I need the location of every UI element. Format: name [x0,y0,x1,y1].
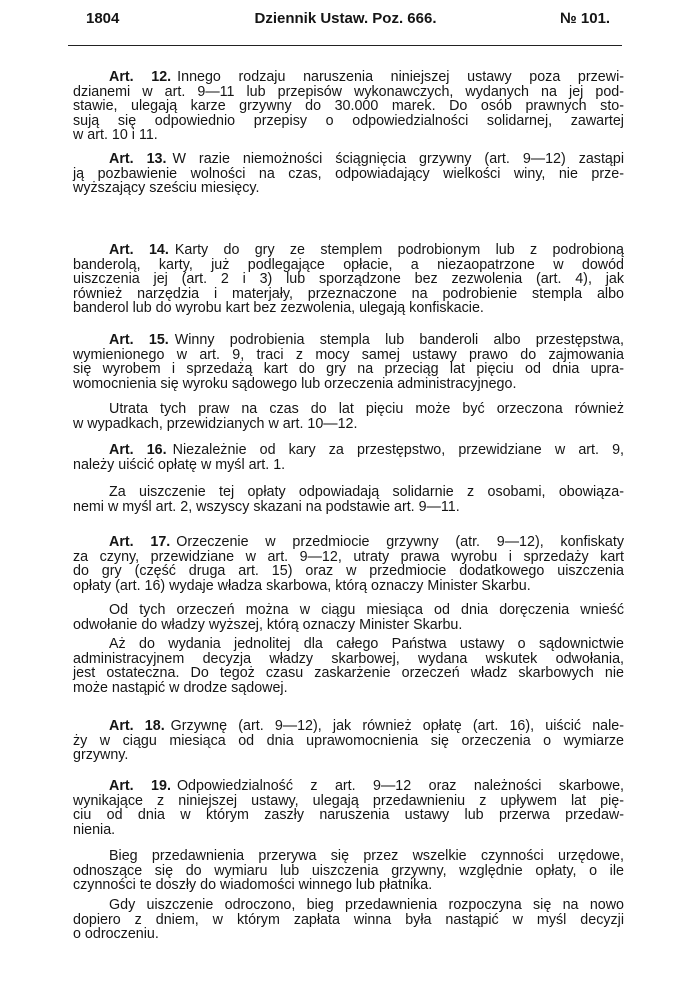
text-line [73,849,624,864]
line-text: Odpowiedzialność z art. 9—12 oraz należności skarbowe, [176,778,625,794]
text-line [73,666,624,681]
text-line [73,779,624,794]
text-line [73,564,624,579]
page-number: 1804 [86,10,120,27]
article-18 [73,719,624,763]
article-label: Art. 19. [109,778,171,794]
article-16 [73,443,624,472]
text-line [73,898,624,913]
article-14 [73,243,624,316]
line-text: Od tych orzeczeń można w ciągu miesiąca od dnia doręczenia wnieść [109,602,624,618]
text-line [73,652,624,667]
paragraph [73,485,624,514]
line-text: może nastąpić w drodze sądowej. [73,679,288,696]
article-13 [73,152,624,196]
line-text: nemi w myśl art. 2, wszyscy skazani na podstawie art. 9—11. [73,498,460,515]
text-line [73,258,624,273]
text-line [73,550,624,565]
article-15 [73,333,624,391]
paragraph [73,402,624,431]
issue-number: № 101. [560,10,611,27]
line-text: Utrata tych praw na czas do lat pięciu może być orzeczona również [109,401,624,417]
line-text: wyższający sześciu miesięcy. [73,180,260,197]
text-line [73,681,624,696]
text-line [73,485,624,500]
line-text: stawie, ulegają karze grzywny do 30.000 marek. Do osób prawnych sto- [73,98,624,115]
text-line [73,864,624,879]
text-line [73,637,624,652]
text-line [73,748,624,763]
text-line [73,402,624,417]
line-text: womocnienia się wyroku sądowego lub orzeczenia administracyjnego. [73,375,517,392]
line-text: dzianemi w art. 9—11 lub przepisów wykonawczych, wydanych na jej pod- [73,83,624,100]
line-text: administracyjnem decyzja władzy skarbowej, wydana wskutek odwołania, [73,650,624,667]
text-line [73,99,624,114]
article-label: Art. 15. [109,332,169,348]
text-line [73,500,624,515]
line-text: wynikające z niniejszej ustawy, ulegają przedawnieniu z upływem lat pię- [73,792,624,809]
line-text: dopiero z dniem, w którym zapłata winna była nastąpić w myśl decyzji [73,911,624,928]
line-text: w wypadkach, przewidzianych w art. 10—12. [73,415,358,432]
line-text: Bieg przedawnienia przerywa się przez wszelkie czynności urzędowe, [109,848,624,864]
line-text: banderol lub do wyrobu kart bez zezwolenia, ulegają konfiskacie. [73,300,484,317]
line-text: ją pozbawienie wolności na czas, odpowiadający wielkości winy, nie prze- [73,165,624,182]
line-text: za czyny, przewidziane w art. 9—12, utraty prawa wyrobu i sprzedaży kart [73,548,624,565]
line-text: grzywny. [73,747,129,764]
line-text: należy uiścić opłatę w myśl art. 1. [73,456,286,473]
line-text: w art. 10 i 11. [73,127,158,144]
article-label: Art. 18. [109,718,165,734]
line-text: banderolą, karty, już podlegające opłacie, a niezaopatrzone w dowód [73,256,624,273]
text-line [73,362,624,377]
line-text: czynności te doszły do wiadomości winnego lub płatnika. [73,877,433,894]
line-text: odnoszące się do wymiaru lub uiszczenia grzywny, względnie opłaty, o ile [73,862,624,879]
line-text: odwołanie do władzy wyższej, którą oznaczy Minister Skarbu. [73,616,463,633]
line-text: się wyrobem i sprzedażą kart do gry na przeciąg lat pięciu od dnia upra- [73,361,624,378]
line-text: Niezależnie od kary za przestępstwo, przewidziane w art. 9, [172,442,625,458]
paragraph [73,849,624,893]
text-line [73,85,624,100]
text-line [73,417,624,432]
line-text: ciu od dnia w którym zaszły naruszenia ustawy lub przerwa przedaw- [73,807,624,824]
line-text: o odroczeniu. [73,926,159,943]
line-text: Innego rodzaju naruszenia niniejszej ustawy poza przewi- [177,69,625,85]
article-12 [73,70,624,143]
text-line [73,458,624,473]
text-line [73,243,624,258]
article-label: Art. 12. [109,69,172,85]
line-text: Aż do wydania jednolitej dla całego Państwa ustawy o sądownictwie [109,636,624,652]
journal-title: Dziennik Ustaw. Poz. 666. [254,10,437,27]
text-line [73,927,624,942]
line-text: W razie niemożności ściągnięcia grzywny (art. 9—12) zastąpi [172,151,624,167]
text-line [73,719,624,734]
line-text: nienia. [73,821,116,838]
text-line [73,348,624,363]
text-line [73,333,624,348]
text-line [73,167,624,182]
line-text: jest ostateczna. Do tegoż czasu zaskarżenie orzeczeń władz skarbowych nie [73,665,624,682]
text-line [73,301,624,316]
article-label: Art. 16. [109,442,167,458]
line-text: wymienionego w art. 9, traci z mocy samej ustawy prawo do zajmowania [73,346,624,363]
text-line [73,535,624,550]
text-line [73,181,624,196]
text-line [73,603,624,618]
line-text: Karty do gry ze stemplem podrobionym lub z podrobioną [174,242,624,258]
text-line [73,913,624,928]
text-line [73,808,624,823]
line-text: sują się odpowiednio przepisy o odpowiedzialności solidarnej, zawartej [73,112,624,129]
line-text: opłaty (art. 16) wydaje władza skarbowa, którą oznaczy Minister Skarbu. [73,577,531,594]
text-line [73,152,624,167]
line-text: również narzędzia i materjały, przeznaczone na podrobienie stempla albo [73,285,624,302]
text-line [73,443,624,458]
article-17 [73,535,624,593]
text-line [73,794,624,809]
line-text: Za uiszczenie tej opłaty odpowiadają solidarnie z osobami, obowiąza- [109,484,624,500]
article-19 [73,779,624,837]
line-text: ży w ciągu miesiąca od dnia uprawomocnienia się orzeczenia o wymiarze [73,732,624,749]
header-rule [68,45,622,46]
text-line [73,734,624,749]
line-text: do gry (część druga art. 15) oraz w przedmiocie dodatkowego uiszczenia [73,563,624,580]
line-text: uiszczenia jej (art. 2 i 3) lub sporządzone bez zezwolenia (art. 4), jak [73,271,624,288]
text-line [73,878,624,893]
text-line [73,579,624,594]
text-line [73,272,624,287]
text-line [73,114,624,129]
line-text: Gdy uiszczenie odroczono, bieg przedawnienia rozpoczyna się na nowo [109,897,624,913]
text-line [73,823,624,838]
text-line [73,618,624,633]
paragraph [73,637,624,695]
article-label: Art. 13. [109,151,167,167]
paragraph [73,603,624,632]
paragraph [73,898,624,942]
text-line [73,287,624,302]
article-label: Art. 17. [109,534,171,550]
line-text: Grzywnę (art. 9—12), jak również opłatę (art. 16), uiścić nale- [170,718,625,734]
text-line [73,128,624,143]
text-line [73,377,624,392]
line-text: Winny podrobienia stempla lub banderoli albo przestępstwa, [174,332,624,348]
article-label: Art. 14. [109,242,169,258]
line-text: Orzeczenie w przedmiocie grzywny (atr. 9—12), konfiskaty [176,534,624,550]
text-line [73,70,624,85]
